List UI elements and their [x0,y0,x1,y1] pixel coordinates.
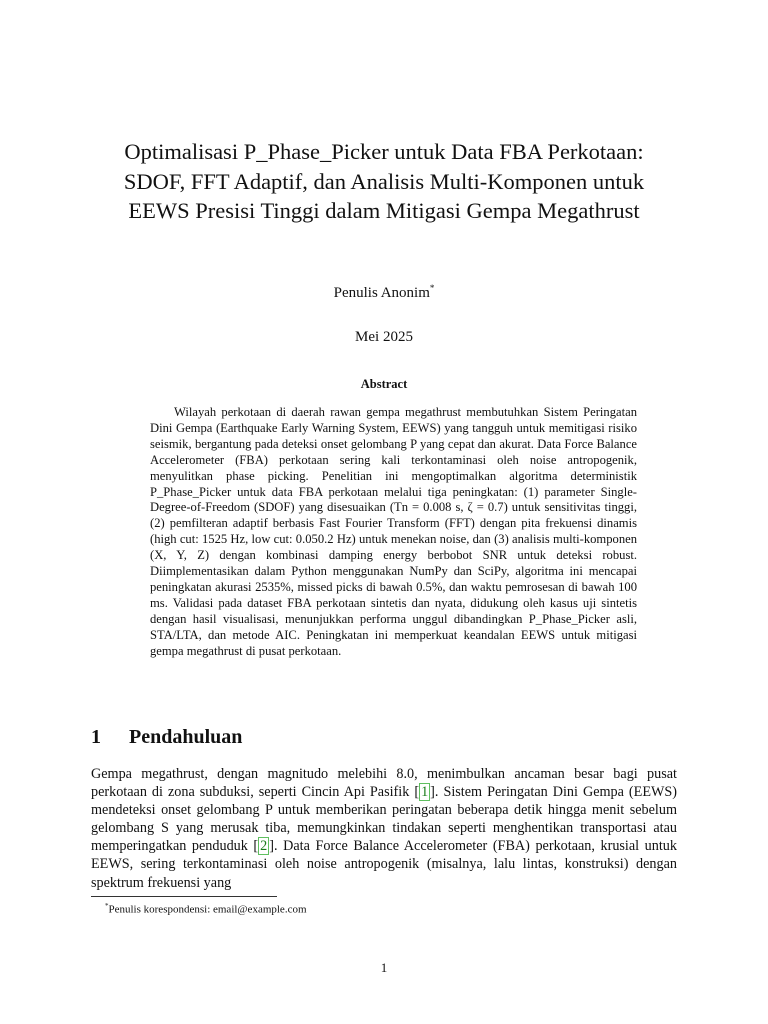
paper-title: Optimalisasi P_Phase_Picker untuk Data FBA Perkotaan: SDOF, FFT Adaptif, dan Analisis Multi-Komponen untuk EEWS Presisi Tinggi dalam Mitigasi Gempa Megathrust [123,139,645,223]
section-text-part2: . Sistem Peringatan Dini Gempa (EEWS) mendeteksi onset gelombang P untuk memberikan peringatan beberapa detik hingga menit sebelum gelombang S yang merusak tiba, memungkinkan tindakan seperti menghentikan transportasi atau memperingatkan penduduk [91,784,677,855]
citation-link-2[interactable]: 2 [260,838,268,855]
abstract-body: Wilayah perkotaan di daerah rawan gempa megathrust membutuhkan Sistem Peringatan Dini Gempa (Earthquake Early Warning System, EEWS) yang tangguh untuk memitigasi risiko seismik, bergantung pada deteksi onset gelombang P yang cepat dan akurat. Data Force Balance Accelerometer (FBA) perkotaan sering kali terkontaminasi oleh noise antropogenik, menyulitkan phase picking. Penelitian ini mengoptimalkan algoritma deterministik P_Phase_Picker untuk data FBA perkotaan melalui tiga peningkatan: (1) parameter Single-Degree-of-Freedom (SDOF) yang disesuaikan (Tn = 0.008 s, ζ = 0.7) untuk sensitivitas tinggi, (2) pemfilteran adaptif berbasis Fast Fourier Transform (FFT) dengan pita frekuensi dinamis (high cut: 1525 Hz, low cut: 0.050.2 Hz) untuk menekan noise, dan (3) analisis multi-komponen (X, Y, Z) dengan kombinasi damping energy berbobot SNR untuk deteksi robust. Diimplementasikan dalam Python menggunakan NumPy dan SciPy, algoritma ini mencapai peningkatan akurasi 2535%, missed picks di bawah 0.5%, dan waktu pemrosesan di bawah 100 ms. Validasi pada dataset FBA perkotaan sintetis dan nyata, didukung oleh kasus uji sintetis dengan hasil visualisasi, menunjukkan performa unggul dibandingkan P_Phase_Picker asli, STA/LTA, dan metode AIC. Peningkatan ini memperkuat keandalan EEWS untuk mitigasi gempa megathrust di pusat perkotaan. [150,405,637,658]
section-paragraph: Gempa megathrust, dengan magnitudo melebihi 8.0, menimbulkan ancaman besar bagi pusat perkotaan di zona subduksi, seperti Cincin Api Pasifik [ 1 ]. Sistem Peringatan Dini Gempa (EEWS) mendeteksi onset gelombang P untuk memberikan peringatan beberapa detik hingga menit sebelum gelombang S yang merusak tiba, memungkinkan tindakan seperti menghentikan transportasi atau memperingatkan penduduk [ 2 ]. Data Force Balance Accelerometer (FBA) perkotaan, krusial untuk EEWS, sering terkontaminasi oleh noise antropogenik (misalnya, lalu lintas, konstruksi) dengan spektrum frekuensi yang [91,766,677,891]
footnote [105,902,665,916]
paper-date: Mei 2025 [355,329,413,345]
section-heading [91,726,691,749]
footnote-divider [91,896,277,897]
author-name: Penulis Anonim [333,285,430,301]
footnote-text: Penulis korespondensi: email@example.com [108,903,307,916]
section-text-part3: . Data Force Balance Accelerometer (FBA) perkotaan, krusial untuk EEWS, sering terkontaminasi oleh noise antropogenik (misalnya, lalu lintas, konstruksi) dengan spektrum frekuensi yang [91,838,677,891]
section-number: 1 [91,726,101,748]
section-text-part1: Gempa megathrust, dengan magnitudo melebihi 8.0, menimbulkan ancaman besar bagi pusat perkotaan di zona subduksi, seperti Cincin Api Pasifik [91,766,677,801]
footnote-mark: * [105,902,109,910]
citation-link-1[interactable]: 1 [421,784,429,801]
author-footnote-mark: * [429,283,435,293]
abstract-heading: Abstract [360,377,408,391]
page-number: 1 [380,960,388,975]
author-line [0,283,768,302]
section-title: Pendahuluan [129,726,243,748]
